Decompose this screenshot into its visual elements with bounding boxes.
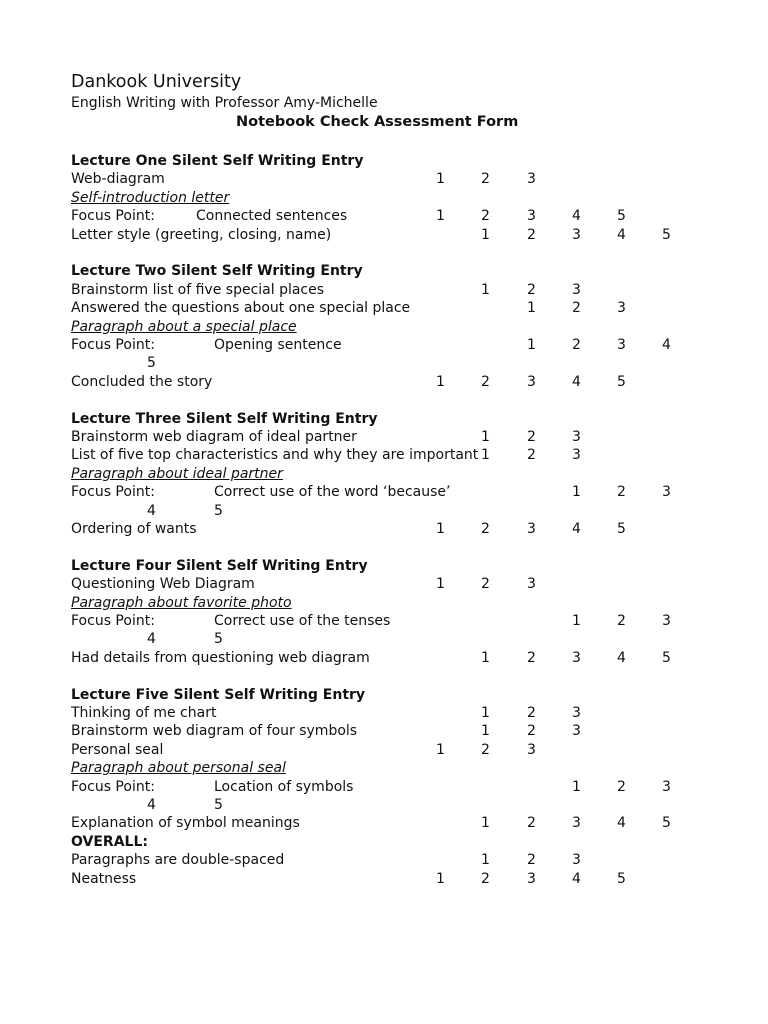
score-option: 1 — [436, 870, 445, 887]
score-option: 3 — [527, 576, 536, 593]
criterion-label: Paragraphs are double-spaced — [71, 852, 285, 869]
score-option: 3 — [572, 815, 581, 832]
score-option: 2 — [527, 447, 536, 464]
criterion-label: Brainstorm web diagram of four symbols — [71, 723, 358, 740]
score-option: 3 — [527, 521, 536, 537]
score-option: 1 — [481, 649, 490, 666]
section-heading: Lecture Four Silent Self Writing Entry — [71, 557, 368, 574]
focus-point-label: Focus Point: — [71, 484, 155, 501]
score-option: 5 — [214, 797, 223, 813]
score-option: 1 — [436, 576, 445, 593]
score-option: 3 — [572, 649, 581, 666]
score-option: 3 — [527, 741, 536, 758]
form-title: Notebook Check Assessment Form — [236, 114, 519, 130]
criterion-label: Explanation of symbol meanings — [71, 815, 300, 832]
assignment-subtitle: Paragraph about a special place — [71, 318, 297, 335]
section-heading: Lecture One Silent Self Writing Entry — [71, 153, 364, 169]
assignment-subtitle: Paragraph about ideal partner — [71, 465, 283, 482]
score-option: 4 — [572, 373, 581, 390]
score-option: 3 — [527, 373, 536, 390]
focus-point-label: Focus Point: — [71, 613, 155, 629]
score-option: 1 — [527, 337, 536, 353]
focus-point-label: Focus Point: — [71, 778, 155, 795]
score-option: 2 — [527, 723, 536, 740]
score-option: 4 — [617, 815, 626, 832]
focus-point-detail: Correct use of the tenses — [214, 613, 391, 629]
course-subtitle: English Writing with Professor Amy-Michelle — [71, 95, 378, 111]
score-option: 5 — [662, 815, 671, 832]
score-option: 1 — [481, 226, 490, 243]
criterion-label: Answered the questions about one special place — [71, 300, 411, 317]
criterion-label: Letter style (greeting, closing, name) — [71, 226, 332, 243]
score-option: 3 — [662, 613, 671, 629]
score-option: 2 — [481, 171, 490, 188]
section-heading: OVERALL: — [71, 833, 148, 850]
focus-point-detail: Connected sentences — [196, 208, 348, 225]
score-option: 2 — [527, 281, 536, 298]
score-option: 5 — [617, 870, 626, 887]
score-option: 3 — [572, 429, 581, 445]
assignment-subtitle: Paragraph about personal seal — [71, 760, 286, 777]
score-option: 3 — [617, 337, 626, 353]
score-option: 1 — [436, 521, 445, 537]
assignment-subtitle: Self-introduction letter — [71, 189, 230, 206]
score-option: 5 — [147, 355, 156, 372]
score-option: 1 — [481, 705, 490, 721]
score-option: 4 — [147, 631, 156, 648]
score-option: 3 — [572, 447, 581, 464]
score-option: 2 — [481, 208, 490, 225]
score-option: 2 — [481, 870, 490, 887]
criterion-label: Thinking of me chart — [71, 705, 217, 721]
score-option: 4 — [572, 208, 581, 225]
criterion-label: Neatness — [71, 870, 137, 887]
score-option: 2 — [527, 705, 536, 721]
score-option: 3 — [662, 778, 671, 795]
score-option: 3 — [527, 870, 536, 887]
score-option: 2 — [617, 484, 626, 501]
score-option: 3 — [527, 171, 536, 188]
focus-point-detail: Location of symbols — [214, 778, 354, 795]
score-option: 2 — [617, 613, 626, 629]
focus-point-label: Focus Point: — [71, 337, 155, 353]
score-option: 1 — [436, 741, 445, 758]
criterion-label: Had details from questioning web diagram — [71, 649, 370, 666]
score-option: 1 — [436, 171, 445, 188]
score-option: 1 — [481, 281, 490, 298]
score-option: 2 — [481, 521, 490, 537]
score-option: 5 — [662, 226, 671, 243]
focus-point-detail: Opening sentence — [214, 337, 342, 353]
criterion-label: Brainstorm list of five special places — [71, 281, 325, 298]
score-option: 3 — [527, 208, 536, 225]
criterion-label: List of five top characteristics and why they are important — [71, 447, 479, 464]
score-option: 1 — [481, 723, 490, 740]
score-option: 3 — [572, 705, 581, 721]
university-name: Dankook University — [71, 72, 242, 92]
score-option: 1 — [481, 852, 490, 869]
score-option: 2 — [527, 815, 536, 832]
score-option: 5 — [617, 208, 626, 225]
score-option: 2 — [527, 852, 536, 869]
score-option: 3 — [617, 300, 626, 317]
score-option: 3 — [572, 281, 581, 298]
section-heading: Lecture Two Silent Self Writing Entry — [71, 263, 363, 280]
criterion-label: Questioning Web Diagram — [71, 576, 255, 593]
score-option: 3 — [572, 852, 581, 869]
criterion-label: Web-diagram — [71, 171, 165, 188]
score-option: 2 — [572, 337, 581, 353]
score-option: 5 — [214, 631, 223, 648]
criterion-label: Ordering of wants — [71, 521, 197, 537]
section-heading: Lecture Three Silent Self Writing Entry — [71, 410, 378, 427]
assignment-subtitle: Paragraph about favorite photo — [71, 594, 292, 611]
score-option: 4 — [572, 870, 581, 887]
score-option: 2 — [617, 778, 626, 795]
score-option: 5 — [662, 649, 671, 666]
score-option: 2 — [527, 649, 536, 666]
score-option: 4 — [617, 226, 626, 243]
section-heading: Lecture Five Silent Self Writing Entry — [71, 686, 366, 703]
score-option: 1 — [481, 447, 490, 464]
focus-point-label: Focus Point: — [71, 208, 155, 225]
score-option: 4 — [662, 337, 671, 353]
score-option: 1 — [436, 208, 445, 225]
score-option: 2 — [572, 300, 581, 317]
score-option: 1 — [436, 373, 445, 390]
score-option: 2 — [481, 373, 490, 390]
score-option: 5 — [617, 521, 626, 537]
score-option: 1 — [572, 613, 581, 629]
score-option: 2 — [481, 576, 490, 593]
score-option: 4 — [147, 502, 156, 519]
score-option: 1 — [572, 778, 581, 795]
score-option: 4 — [617, 649, 626, 666]
score-option: 4 — [147, 797, 156, 813]
score-option: 2 — [527, 429, 536, 445]
score-option: 3 — [572, 226, 581, 243]
score-option: 1 — [527, 300, 536, 317]
score-option: 2 — [527, 226, 536, 243]
score-option: 2 — [481, 741, 490, 758]
criterion-label: Brainstorm web diagram of ideal partner — [71, 429, 357, 445]
score-option: 4 — [572, 521, 581, 537]
score-option: 1 — [481, 815, 490, 832]
score-option: 1 — [481, 429, 490, 445]
criterion-label: Concluded the story — [71, 373, 213, 390]
score-option: 3 — [662, 484, 671, 501]
score-option: 5 — [617, 373, 626, 390]
score-option: 3 — [572, 723, 581, 740]
score-option: 5 — [214, 502, 223, 519]
score-option: 1 — [572, 484, 581, 501]
focus-point-detail: Correct use of the word ‘because’ — [214, 484, 451, 501]
criterion-label: Personal seal — [71, 741, 164, 758]
